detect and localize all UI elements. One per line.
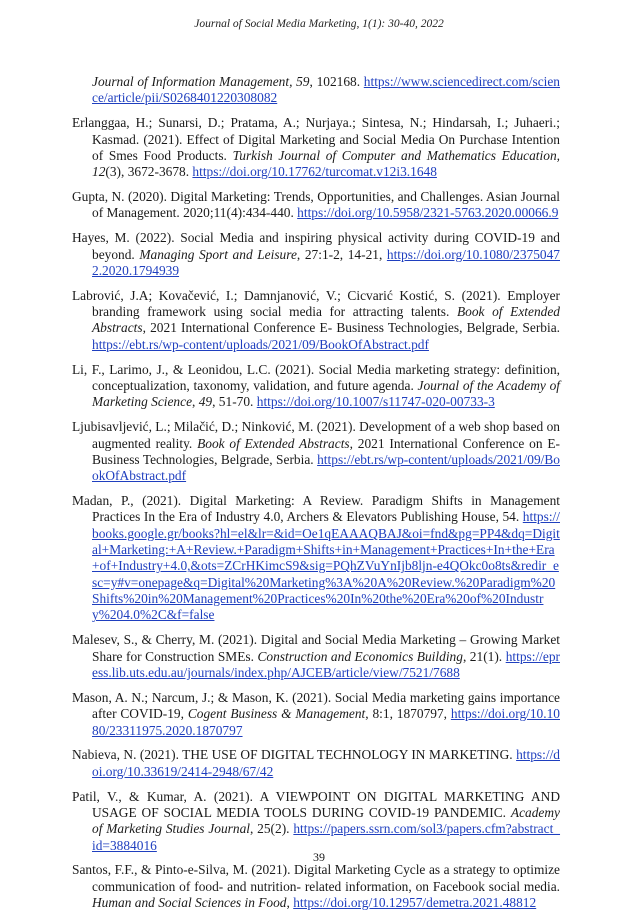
reference-text: , 25(2). [250, 821, 294, 837]
reference-text: Li, F., Larimo, J., & Leonidou, L.C. (2021). Social Media marketing strategy: definition, conceptualization, taxonomy, validation, and future agenda. [72, 361, 560, 393]
reference-source-title: Construction and Economics Building [257, 648, 463, 664]
reference-link[interactable]: https://ebt.rs/wp-content/uploads/2021/09/BookOfAbstract.pdf [92, 451, 560, 484]
reference-link[interactable]: https://www.sciencedirect.com/science/article/pii/S0268401220308082 [92, 74, 561, 106]
reference-source-title: Turkish Journal of Computer and Mathematics Education, 12 [92, 147, 560, 180]
reference-text: Nabieva, N. (2021). THE USE OF DIGITAL TECHNOLOGY IN MARKETING. [72, 747, 517, 763]
reference-text: Patil, V., & Kumar, A. (2021). A VIEWPOINT ON DIGITAL MARKETING AND USAGE OF SOCIAL MEDIA TOOLS DURING COVID-19 PANDEMIC. [72, 788, 560, 820]
reference-text: Erlanggaa, H.; Sunarsi, D.; Pratama, A.; Nurjaya.; Sintesa, N.; Hindarsah, I.; Juhaeri.; Kasmad. (2021). Effect of Digital Marketing and Social Media On Purchase Intention of Smes Food Products. [72, 115, 560, 163]
reference-text: , 27:1-2, 14-21, [296, 246, 387, 262]
reference-source-title: Book of Extended Abstracts [92, 304, 560, 336]
reference-entry [72, 862, 560, 911]
reference-text: Santos, F.F., & Pinto-e-Silva, M. (2021). Digital Marketing Cycle as a strategy to optimize communication of food- and nutrition- related information, on Facebook social media. [72, 862, 560, 894]
reference-entry [72, 747, 560, 780]
reference-source-title: Journal of the Academy of Marketing Science [92, 378, 560, 410]
reference-text: , [192, 394, 199, 410]
reference-text: , 21(1). [462, 648, 506, 664]
reference-link[interactable]: https://doi.org/10.17762/turcomat.v12i3.1648 [192, 164, 437, 180]
reference-source-title: Managing Sport and Leisure [139, 246, 297, 262]
reference-source-title: Cogent Business & Management [187, 706, 366, 722]
reference-text: , 2021 International Conference on E-Business Technologies, Belgrade, Serbia. [92, 435, 560, 467]
reference-entry [72, 74, 560, 107]
reference-text: , [286, 895, 294, 911]
reference-entry [72, 789, 560, 854]
reference-source-title: Book of Extended Abstracts [197, 435, 350, 451]
reference-link[interactable]: https://doi.org/10.33619/2414-2948/67/42 [92, 747, 560, 779]
reference-text: , 102168. [309, 74, 364, 89]
reference-text: (3), 3672-3678. [105, 164, 193, 180]
reference-link[interactable]: https://epress.lib.uts.edu.au/journals/index.php/AJCEB/article/view/7521/7688 [92, 648, 560, 680]
reference-text: Malesev, S., & Cherry, M. (2021). Digital and Social Media Marketing – Growing Market Share for Construction SMEs. [72, 632, 560, 664]
reference-text: Gupta, N. (2020). Digital Marketing: Trends, Opportunities, and Challenges. Asian Journal of Management. 2020;11(4):434-440. [72, 189, 560, 221]
reference-entry [72, 690, 560, 739]
reference-text: , 51-70. [212, 394, 257, 410]
reference-link[interactable]: https://doi.org/10.1080/23311975.2020.1870797 [92, 706, 560, 738]
reference-text: Madan, P., (2021). Digital Marketing: A Review. Paradigm Shifts in Management Practices In the Era of Industry 4.0, Archers & Elevators Publishing House, 54. [72, 493, 560, 525]
reference-text: Ljubisavljević, L.; Milačić, D.; Ninković, M. (2021). Development of a web shop based on augmented reality. [72, 419, 560, 451]
reference-link[interactable]: https://doi.org/10.12957/demetra.2021.48812 [293, 895, 537, 911]
reference-entry [72, 230, 560, 279]
reference-link[interactable]: https://ebt.rs/wp-content/uploads/2021/09/BookOfAbstract.pdf [92, 336, 429, 352]
reference-link[interactable]: https://doi.org/10.5958/2321-5763.2020.00066.9 [297, 205, 559, 221]
reference-entry [72, 632, 560, 681]
reference-list [72, 74, 560, 920]
reference-link[interactable]: https://doi.org/10.1080/23750472.2020.1794939 [92, 246, 560, 278]
reference-source-title: 49 [198, 394, 213, 410]
reference-source-title: Human and Social Sciences in Food [92, 895, 287, 911]
reference-text: , 8:1, 1870797, [365, 706, 451, 722]
page-number: 39 [313, 850, 325, 864]
reference-entry [72, 419, 560, 484]
reference-entry [72, 189, 560, 222]
reference-entry [72, 115, 560, 180]
reference-link[interactable]: https://papers.ssrn.com/sol3/papers.cfm?abstract_id=3884016 [92, 821, 560, 853]
reference-link[interactable]: https://doi.org/10.1007/s11747-020-00733-3 [256, 394, 495, 410]
reference-text: , 2021 International Conference E- Business Technologies, Belgrade, Serbia. [142, 320, 560, 336]
reference-entry [72, 288, 560, 353]
reference-entry [72, 362, 560, 411]
reference-text: Mason, A. N.; Narcum, J.; & Mason, K. (2021). Social Media marketing gains importance after COVID-19, [72, 689, 560, 722]
reference-source-title: Academy of Marketing Studies Journal [92, 804, 560, 837]
reference-link[interactable]: https://books.google.gr/books?hl=el&lr=&id=Oe1qEAAAQBAJ&oi=fnd&pg=PP4&dq=Digital+Marketing:+A+Review.+Paradigm+Shifts+in+Management+Practices+In+the+Era+of+Industry+4.0,&ots=ZCrHKimcS9&sig=PQhZVuYnIjb8ljn-e4QOkc0o8ts&redir_esc=y#v=onepage&q=Digital%20Marketing%3A%20A%20Review.%20Paradigm%20Shifts%20in%20Management%20Practices%20In%20the%20Era%20of%20Industry%204.0%2C&f=false [92, 509, 560, 623]
reference-source-title: Journal of Information Management, 59 [92, 74, 310, 89]
running-header: Journal of Social Media Marketing, 1(1): 30-40, 2022 [194, 18, 444, 30]
reference-text: Labrović, J.A; Kovačević, I.; Damnjanović, V.; Cicvarić Kostić, S. (2021). Employer branding framework using social media for attracting talents. [72, 287, 560, 320]
reference-entry [72, 493, 560, 624]
reference-text: Hayes, M. (2022). Social Media and inspiring physical activity during COVID-19 and beyond. [72, 230, 560, 262]
